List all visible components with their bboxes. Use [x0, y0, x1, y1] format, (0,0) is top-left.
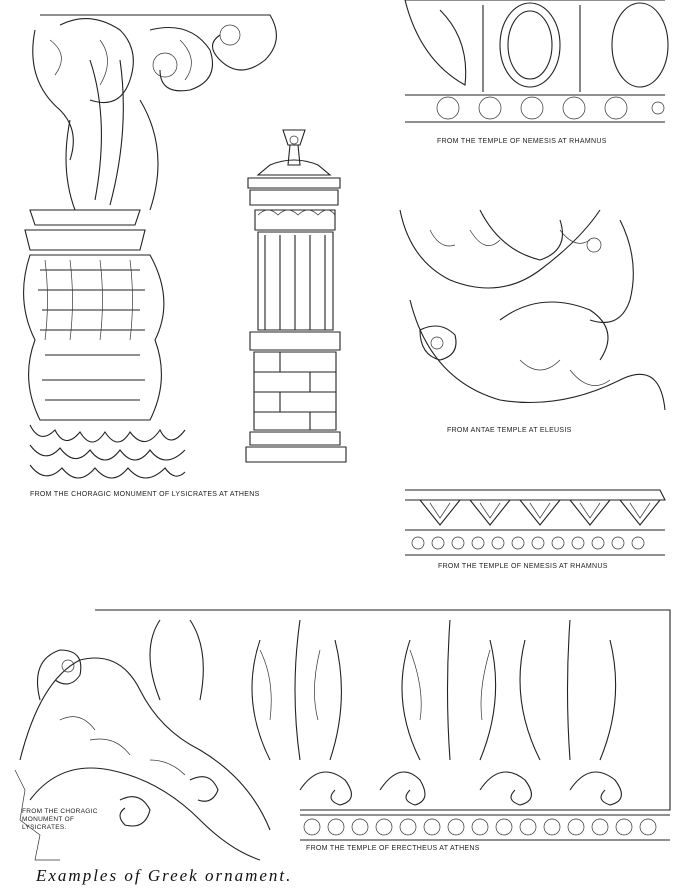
caption-choragic-lysicrates: FROM THE CHORAGIC MONUMENT OF LYSICRATES AT ATHENS	[30, 491, 260, 498]
caption-nemesis-middle: FROM THE TEMPLE OF NEMESIS AT RHAMNUS	[438, 563, 608, 570]
caption-choragic-small: FROM THE CHORAGIC MONUMENT OF LYSICRATES.	[22, 808, 98, 831]
caption-antae-eleusis: FROM ANTAE TEMPLE AT ELEUSIS	[447, 427, 572, 434]
plate-title: Examples of Greek ornament.	[36, 866, 293, 885]
caption-erectheus: FROM THE TEMPLE OF ERECTHEUS AT ATHENS	[306, 845, 480, 852]
caption-nemesis-top: FROM THE TEMPLE OF NEMESIS AT RHAMNUS	[437, 138, 607, 145]
